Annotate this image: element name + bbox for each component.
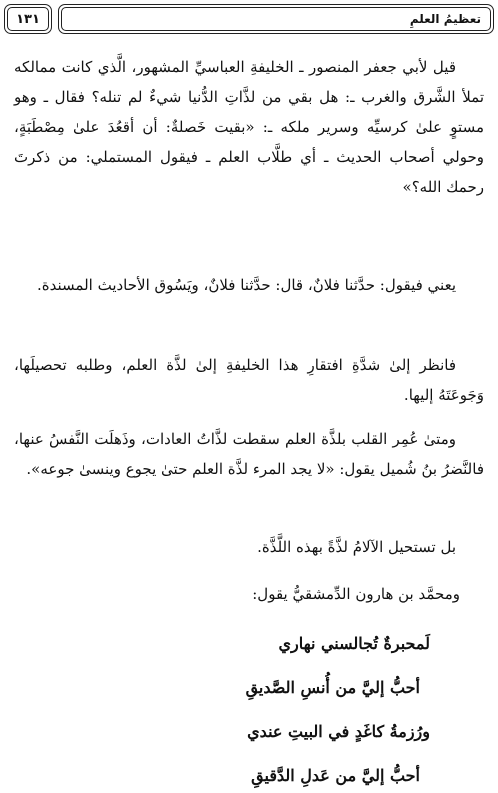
poem-verse-2: أحبُّ إليَّ من أُنسِ الصَّديقِ xyxy=(245,678,420,697)
poem-verse-3: ورُزمةُ كاغَدٍ في البيتِ عندي xyxy=(247,722,430,741)
paragraph-nadr-quote: ومتىٰ عُمِر القلب بلذَّة العلم سقطت لذَّاتُ العادات، وذَهلَت النَّفسُ عنها، فالنَّضرُ بنُ شُميل يقول: «لا يجد المرء لذَّة العلم حتىٰ يجوع وينسىٰ جوعه». xyxy=(14,430,484,478)
line-pain-to-pleasure: بل تستحيل الآلامُ لذَّةً بهذه اللَّذَّة. xyxy=(257,538,456,556)
paragraph-explanation: يعني فيقول: حدَّثنا فلانٌ، قال: حدَّثنا فلانٌ، ويَسُوق الأحاديث المسندة. xyxy=(37,276,456,294)
page-number-frame xyxy=(4,4,52,34)
running-header-frame xyxy=(58,4,494,34)
paragraph-reflection: فانظر إلىٰ شدَّةِ افتقارِ هذا الخليفةِ إلىٰ لذَّة العلم، وطلبه تحصيلَها، وَجَوعَتَهُ إليها. xyxy=(14,356,484,404)
poem-verse-1: لَمحبرةٌ تُجالسني نهاري xyxy=(278,634,430,653)
poem-verse-4: أحبُّ إليَّ من عَدلِ الدَّقيقِ xyxy=(251,766,420,785)
line-poet-intro: ومحمَّد بن هارون الدِّمشقيُّ يقول: xyxy=(252,585,460,603)
paragraph-mansur-story: قيل لأبي جعفر المنصور ـ الخليفةِ العباسيِّ المشهور، الَّذي كانت ممالكه تملأ الشَّرق والغرب ـ: هل بقي من لذَّاتِ الدُّنيا شيءٌ لم تنله؟ فقال ـ وهو مستوٍ علىٰ كرسيِّه وسرير ملكه ـ: «بقيت خَصلةٌ: أن أقعُدَ علىٰ مِصْطَبَةٍ، وحولي أصحاب الحديث ـ أي طلَّاب العلم ـ فيقول المستملي: من ذكرتَ رحمك الله؟» xyxy=(14,58,484,196)
page-number: ١٣١ xyxy=(16,11,40,27)
running-header-title: تعظيمُ العلمِ xyxy=(409,12,481,26)
